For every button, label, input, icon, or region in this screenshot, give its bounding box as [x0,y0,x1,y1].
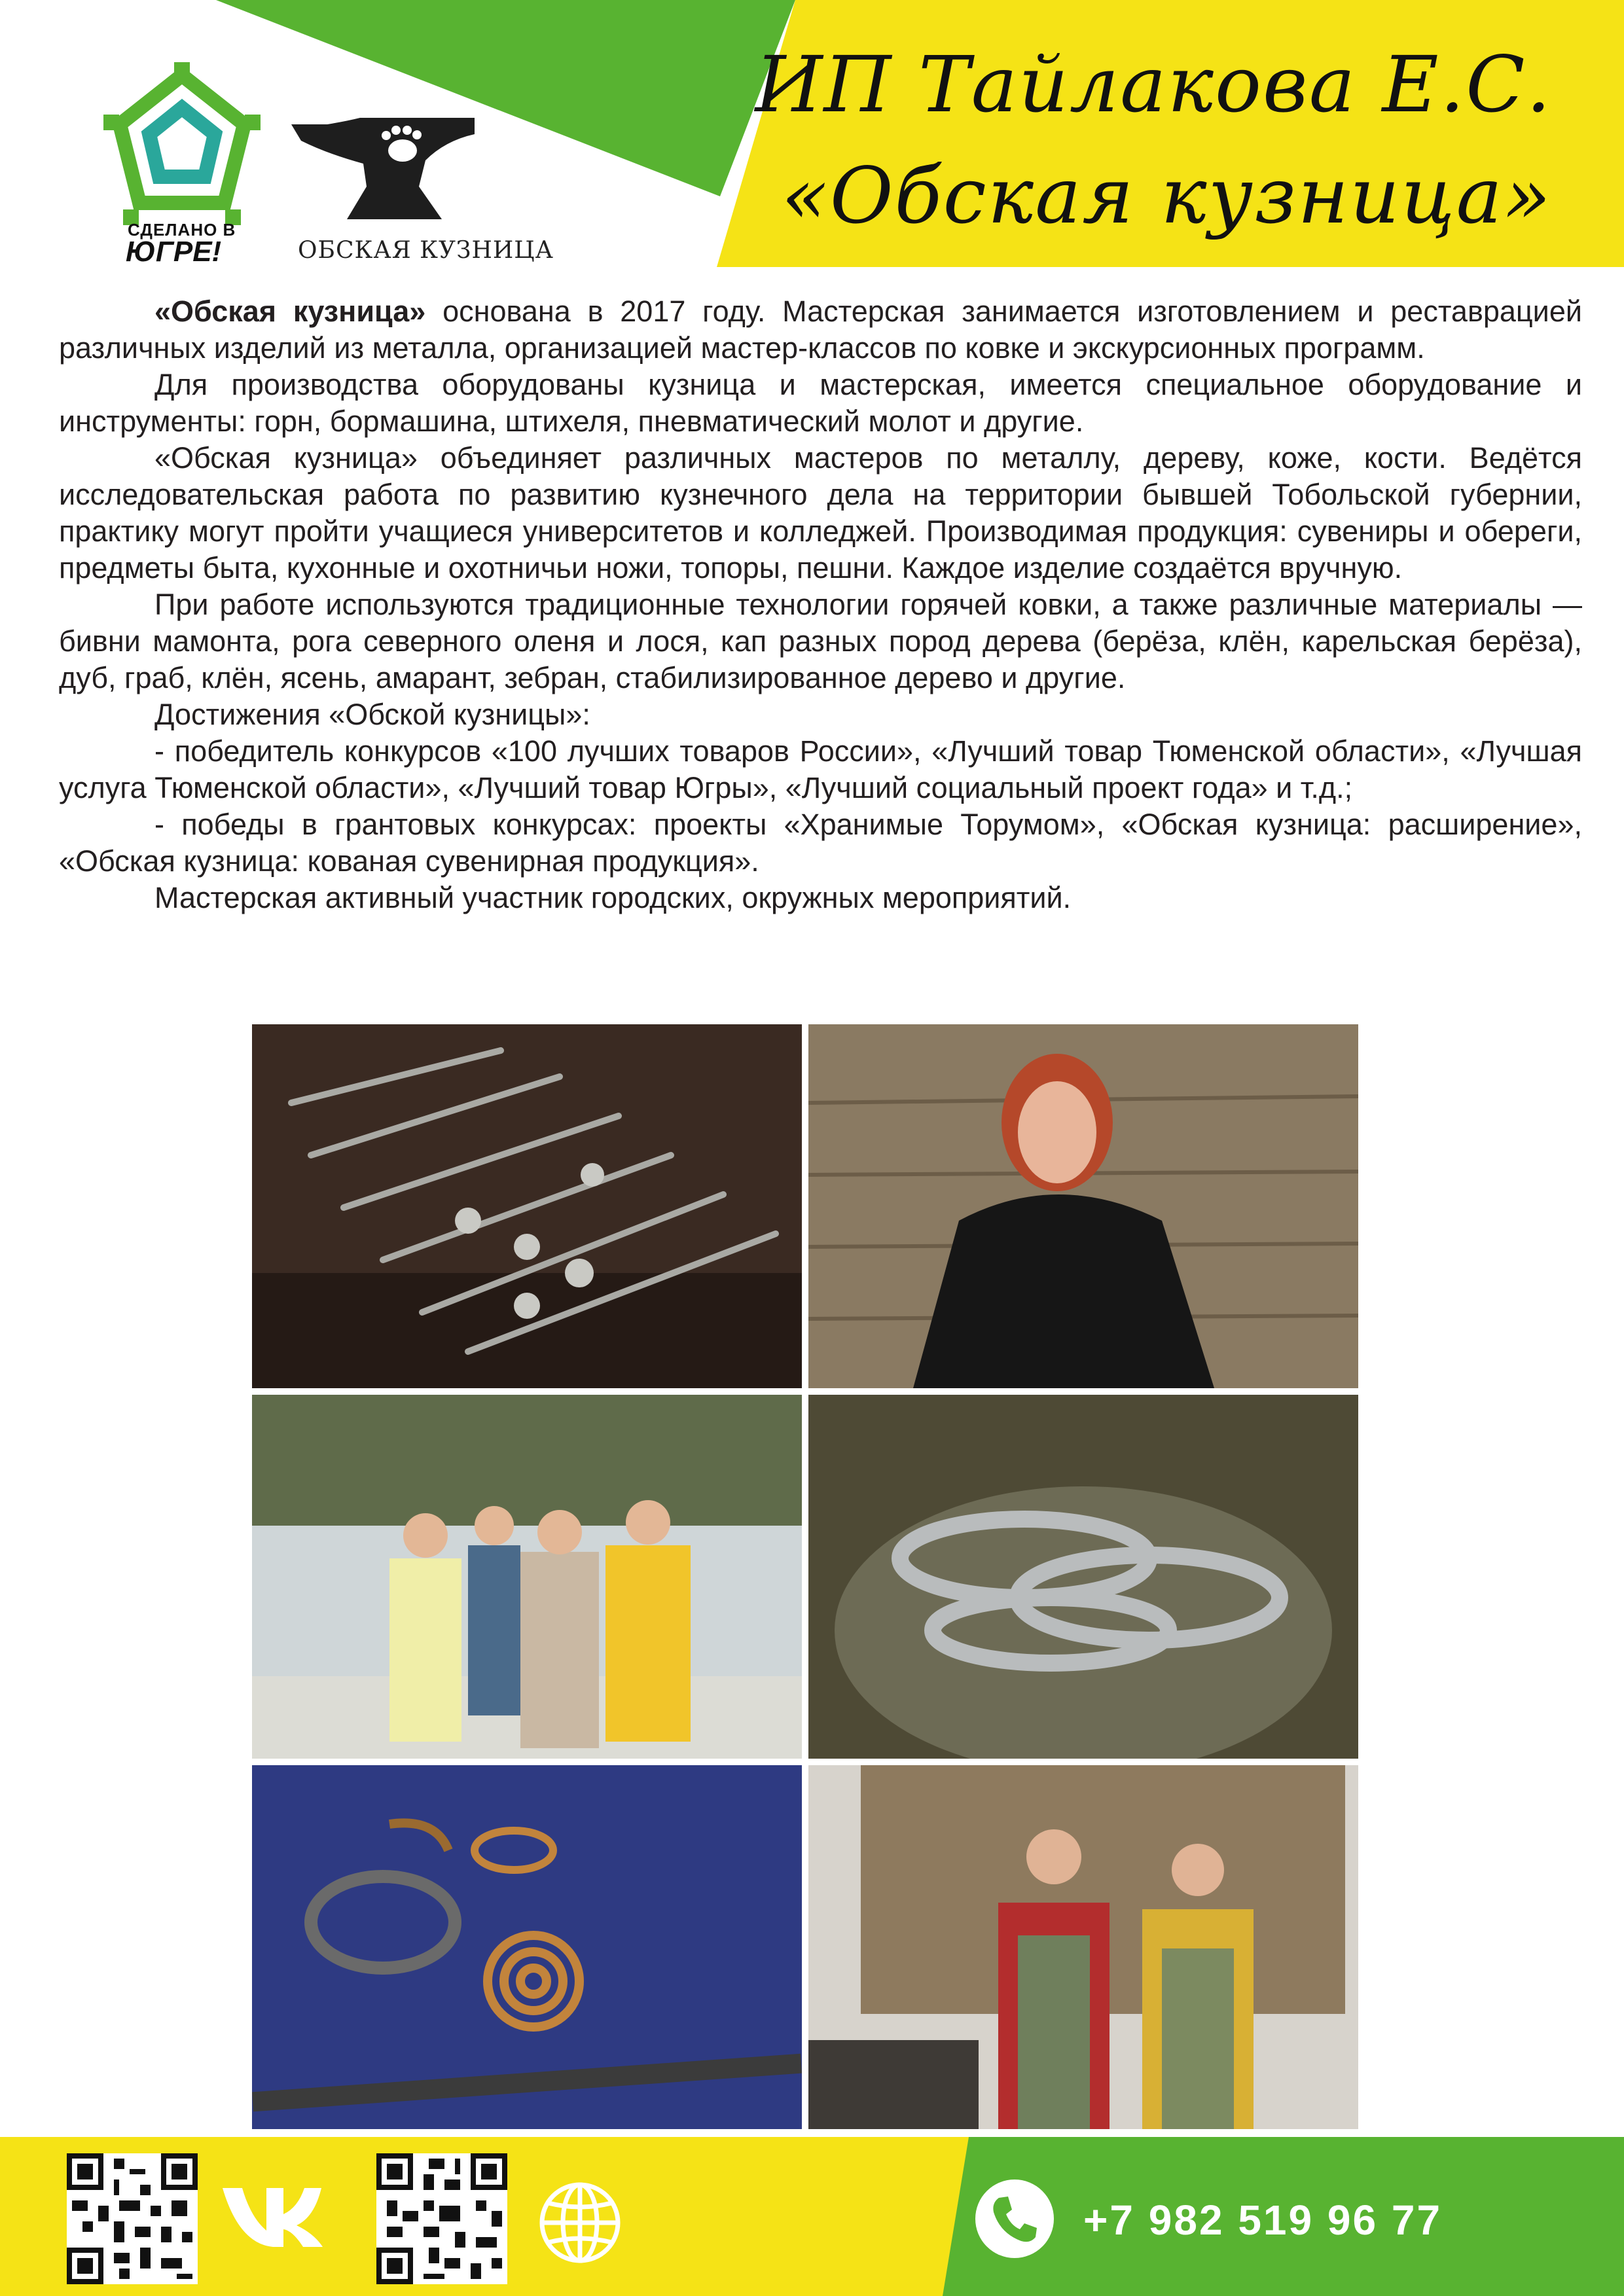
phone-number[interactable]: +7 982 519 96 77 [1083,2197,1443,2244]
paragraph-1-bold: «Обская кузница» [154,295,426,328]
achievement-item-1: - победитель конкурсов «100 лучших товаров России», «Лучший товар Тюменской области», «Лучшая услуга Тюменской области», «Лучший товар Югры», «Лучший социальный проект года» и т.д.; [59,734,1582,804]
paragraph-events: Мастерская активный участник городских, окружных мероприятий. [154,881,1072,914]
paragraph-1-text: основана в 2017 году. Мастерская занимается изготовлением и реставрацией различных изделий из металла, организацией мастер-классов по ковке и экскурсионных программ. [59,295,1582,365]
anvil-logo-caption: ОБСКАЯ КУЗНИЦА [298,237,554,264]
paragraph-4: При работе используются традиционные технологии горячей ковки, а также различные материалы — бивни мамонта, рога северного оленя и лося, кап разных пород дерева (берёза, клён, карельская берёза), дуб, граб, клён, ясень, амарант, зебран, стабилизированное дерево и другие. [59,588,1582,694]
globe-icon[interactable] [537,2179,623,2266]
qr-code-icon[interactable] [376,2153,507,2284]
qr-code-icon[interactable] [67,2153,198,2284]
page-title-line1: ИП Тайлакова Е.С. [755,39,1552,130]
achievement-item-2: - победы в грантовых конкурсах: проекты «Хранимые Торумом», «Обская кузница: расширение», «Обская кузница: кованая сувенирная продукция». [59,808,1582,878]
photo-team-in-museum [252,1395,802,1759]
photo-steel-bracelets [808,1395,1358,1759]
photo-forged-items [252,1024,802,1388]
vk-icon[interactable] [219,2178,324,2250]
paragraph-2: Для производства оборудованы кузница и мастерская, имеется специальное оборудование и инструменты: горн, бормашина, штихеля, пневматический молот и другие. [59,368,1582,438]
photo-forged-spiral [252,1765,802,2129]
yugra-logo-text-line1: СДЕЛАНО В [128,220,236,240]
photo-craftswoman-portrait [808,1024,1358,1388]
yugra-logo-text-line2: ЮГРЕ! [126,236,222,268]
paragraph-3: «Обская кузница» объединяет различных мастеров по металлу, дереву, коже, кости. Ведётся исследовательская работа по развитию кузнечного дела на территории бывшей Тобольской губернии, практику могут пройти учащиеся университетов и колледжей. Производимая продукция: сувениры и обереги, предметы быта, кухонные и охотничьи ножи, топоры, пешни. Каждое изделие создаётся вручную. [59,441,1582,584]
paragraph-1 [59,293,1582,367]
anvil-bear-paw-icon [288,115,484,232]
article-body [59,293,1582,916]
page-title-line2: «Обская кузница» [781,151,1552,241]
achievements-heading: Достижения «Обской кузницы»: [154,698,590,731]
photo-craftsmen-at-fair [808,1765,1358,2129]
phone-icon[interactable] [974,2178,1055,2259]
